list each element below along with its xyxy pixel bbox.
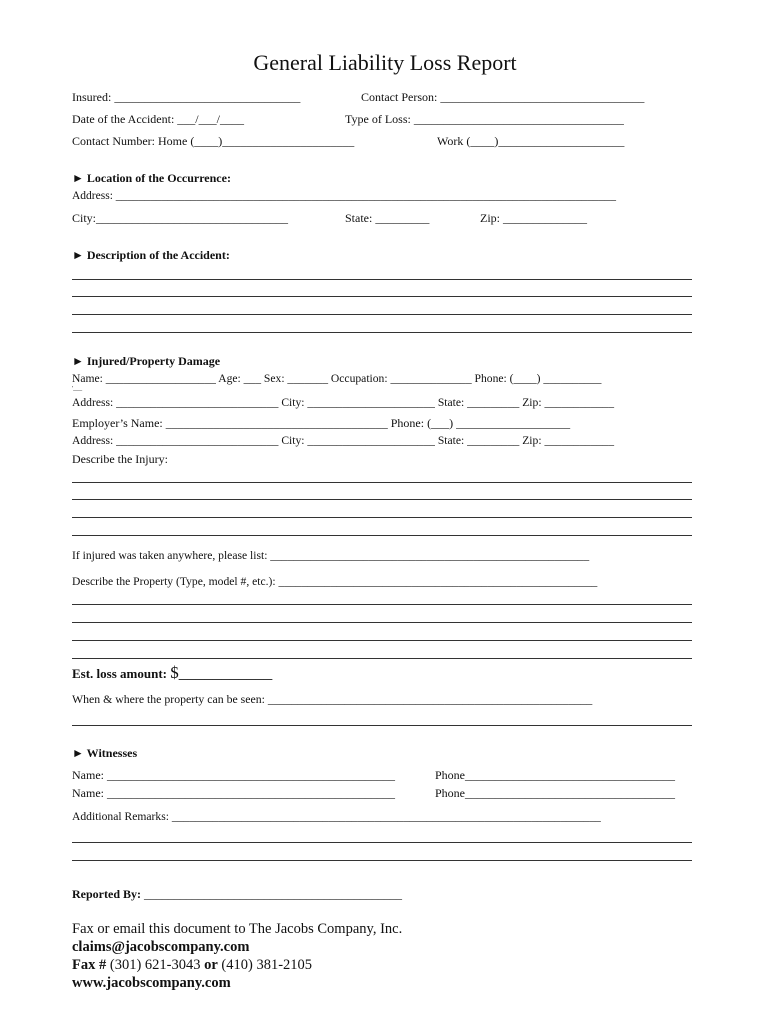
injured-tick-mark: '___ xyxy=(72,386,83,392)
description-line-4[interactable] xyxy=(72,332,692,333)
taken-anywhere-field[interactable]: If injured was taken anywhere, please list: _______________________________________________________ xyxy=(72,549,590,562)
work-number-field[interactable] xyxy=(437,134,624,149)
property-seen-line[interactable] xyxy=(72,725,692,726)
location-address-field[interactable]: Address: _______________________________________________________________________________________ xyxy=(72,190,617,202)
property-line-1[interactable] xyxy=(72,604,692,605)
date-of-accident-field[interactable]: Date of the Accident: ___/___/____ xyxy=(72,112,244,126)
injury-line-3[interactable] xyxy=(72,517,692,518)
work-number-label: Work xyxy=(437,134,464,148)
footer-website-link[interactable]: www.jacobscompany.com xyxy=(72,975,231,991)
injury-line-1[interactable] xyxy=(72,482,692,483)
fax-label: Fax # xyxy=(72,957,107,973)
injury-line-2[interactable] xyxy=(72,499,692,500)
description-line-3[interactable] xyxy=(72,314,692,315)
type-of-loss-field[interactable]: Type of Loss: ___________________________________ xyxy=(345,112,624,126)
witness-1-name-field[interactable]: Name: ________________________________________________ xyxy=(72,768,395,782)
location-city-field[interactable]: City:________________________________ xyxy=(72,211,289,225)
location-state-field[interactable]: State: _________ xyxy=(345,211,430,225)
work-number-blank[interactable]: (____)_____________________ xyxy=(466,134,625,148)
footer-block xyxy=(72,920,402,992)
description-line-1[interactable] xyxy=(72,279,692,280)
est-loss-amount-label: Est. loss amount: xyxy=(72,666,167,681)
reported-by-blank[interactable]: ___________________________________________ xyxy=(141,887,402,901)
section-description-heading: ► Description of the Accident: xyxy=(72,248,230,262)
witness-1-phone-field[interactable]: Phone___________________________________ xyxy=(435,768,675,782)
property-line-4[interactable] xyxy=(72,658,692,659)
injury-line-4[interactable] xyxy=(72,535,692,536)
footer-instruction: Fax or email this document to The Jacobs Company, Inc. xyxy=(72,921,403,937)
est-loss-amount-blank[interactable]: $___________ xyxy=(170,663,273,682)
contact-number-home-blank[interactable]: (____)______________________ xyxy=(190,134,355,148)
witness-2-name-field[interactable]: Name: ________________________________________________ xyxy=(72,786,395,800)
additional-remarks-field[interactable]: Additional Remarks: __________________________________________________________________________ xyxy=(72,810,601,823)
describe-property-field[interactable]: Describe the Property (Type, model #, etc.): _______________________________________________________ xyxy=(72,575,598,588)
injured-address-row[interactable]: Address: ____________________________ City: ______________________ State: _________ Zip: ____________ xyxy=(72,396,615,409)
contact-number-home-label: Contact Number: Home xyxy=(72,134,188,148)
remarks-line-1[interactable] xyxy=(72,842,692,843)
witness-2-phone-field[interactable]: Phone___________________________________ xyxy=(435,786,675,800)
section-location-heading: ► Location of the Occurrence: xyxy=(72,171,231,185)
employer-row[interactable]: Employer’s Name: _____________________________________ Phone: (___) ___________________ xyxy=(72,416,571,430)
footer-fax-line xyxy=(72,956,402,974)
contact-number-home-field[interactable] xyxy=(72,134,354,149)
fax-number-2: (410) 381-2105 xyxy=(217,957,313,973)
fax-number-1: (301) 621-3043 xyxy=(106,957,205,973)
reported-by-field[interactable] xyxy=(72,887,402,902)
reported-by-label: Reported By: xyxy=(72,887,141,901)
page-title: General Liability Loss Report xyxy=(253,50,517,75)
property-line-3[interactable] xyxy=(72,640,692,641)
footer-email-link[interactable]: claims@jacobscompany.com xyxy=(72,939,250,955)
section-witnesses-heading: ► Witnesses xyxy=(72,746,138,760)
fax-or: or xyxy=(204,957,218,973)
description-line-2[interactable] xyxy=(72,296,692,297)
contact-person-field[interactable]: Contact Person: __________________________________ xyxy=(361,90,645,104)
injured-name-row[interactable]: Name: ___________________ Age: ___ Sex: _______ Occupation: ______________ Phone: (____) __________ xyxy=(72,372,602,385)
property-seen-field[interactable]: When & where the property can be seen: _______________________________________________________ xyxy=(72,692,593,706)
property-line-2[interactable] xyxy=(72,622,692,623)
location-zip-field[interactable]: Zip: ______________ xyxy=(480,211,587,225)
describe-injury-label: Describe the Injury: xyxy=(72,452,168,466)
insured-field[interactable]: Insured: _______________________________ xyxy=(72,90,301,104)
remarks-line-2[interactable] xyxy=(72,860,692,861)
section-injured-heading: ► Injured/Property Damage xyxy=(72,354,221,368)
est-loss-amount-field[interactable] xyxy=(72,663,272,683)
employer-address-row[interactable]: Address: ____________________________ City: ______________________ State: _________ Zip: ____________ xyxy=(72,434,615,447)
